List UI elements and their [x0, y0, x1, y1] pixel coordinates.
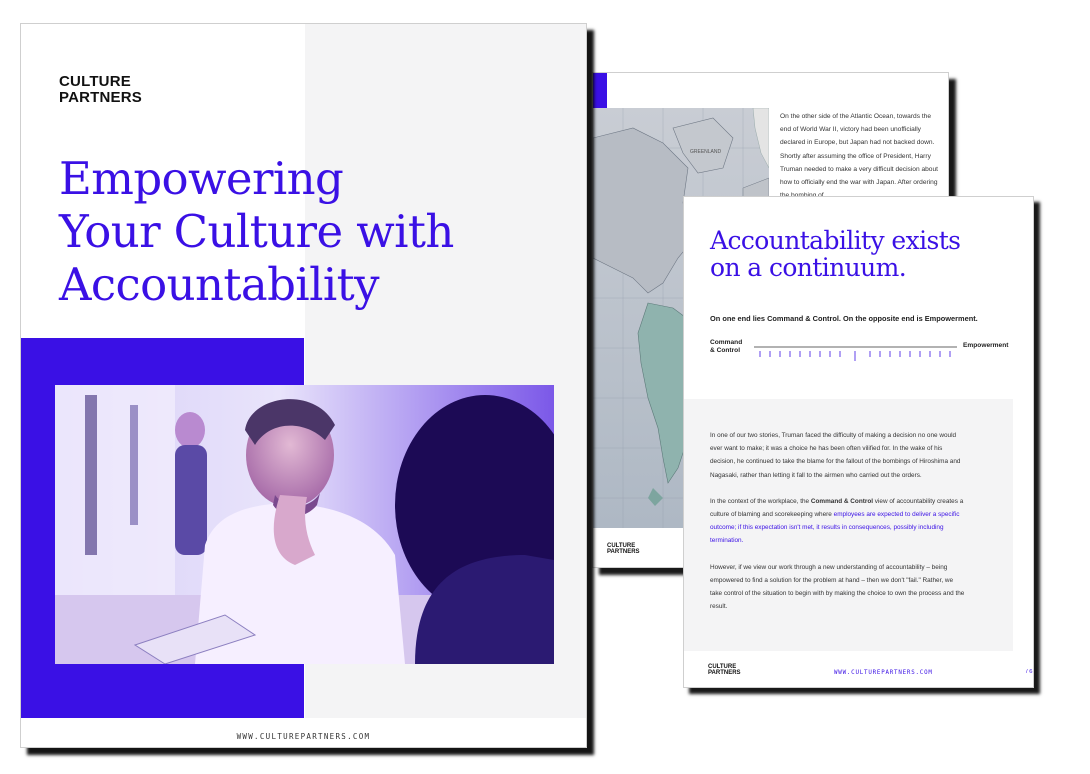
cover-page [20, 23, 587, 748]
website-url[interactable]: WWW.CULTUREPARTNERS.COM [236, 732, 371, 741]
continuum-page [683, 196, 1034, 688]
continuum-scale [754, 342, 959, 364]
logo-small: CULTURE PARTNERS [607, 543, 640, 555]
story-text: On the other side of the Atlantic Ocean, towards the end of World War II, victory had been unofficially declared in Europe, but Japan had not backed down. Shortly after assuming the office of President, Harry Truman needed to make a very difficult decision about how to officially end the war with Japan. After ordering [780, 113, 938, 187]
logo-small: CULTURE PARTNERS [708, 664, 741, 676]
continuum-body [710, 429, 965, 626]
cover-title: Empowering Your Culture with Accountability [59, 152, 454, 311]
paragraph-3: However, if we view our work through a new understanding of accountability – being empowered to find a solution for the problem at hand – then we don't "fail." Rather, we take control of the situation to begin with by making the choice to own the process and the result. [710, 563, 965, 611]
paragraph-1: In one of our two stories, Truman faced the difficulty of making a decision no one would ever want to make; it was a choice he has been often vilified for. In the wake of his decision, he continued to take the blame for the fallout of the bombings of Hiroshima and Nagasaki, rather than letting it fall to the airmen who carried out the orders. [710, 432, 961, 479]
culture-partners-logo: CULTURE PARTNERS [59, 73, 142, 106]
page-number: / 6 [1026, 669, 1033, 675]
command-control-label: Command & Control [710, 339, 743, 354]
empowerment-label: Empowerment [963, 342, 1009, 349]
office-meeting-photo [55, 385, 554, 664]
continuum-headline: Accountability exists on a continuum. [710, 226, 961, 282]
website-url[interactable]: WWW.CULTUREPARTNERS.COM [834, 670, 933, 676]
map-label: GREENLAND [690, 149, 722, 155]
continuum-subline: On one end lies Command & Control. On the opposite end is Empowerment. [710, 314, 978, 323]
paragraph-2: In the context of the workplace, the Command & Control view of accountability creates a culture of blaming and scorekeeping where employees are expected to deliver a specific outcome; if this expectation isn't met, it results in consequences, possibly including termination. [710, 497, 964, 545]
highlight-text: employees are expected to deliver a specific outcome; if this expectation isn't met, it results in consequences, possibly including termination. [710, 511, 960, 545]
accent-bar [593, 73, 607, 108]
